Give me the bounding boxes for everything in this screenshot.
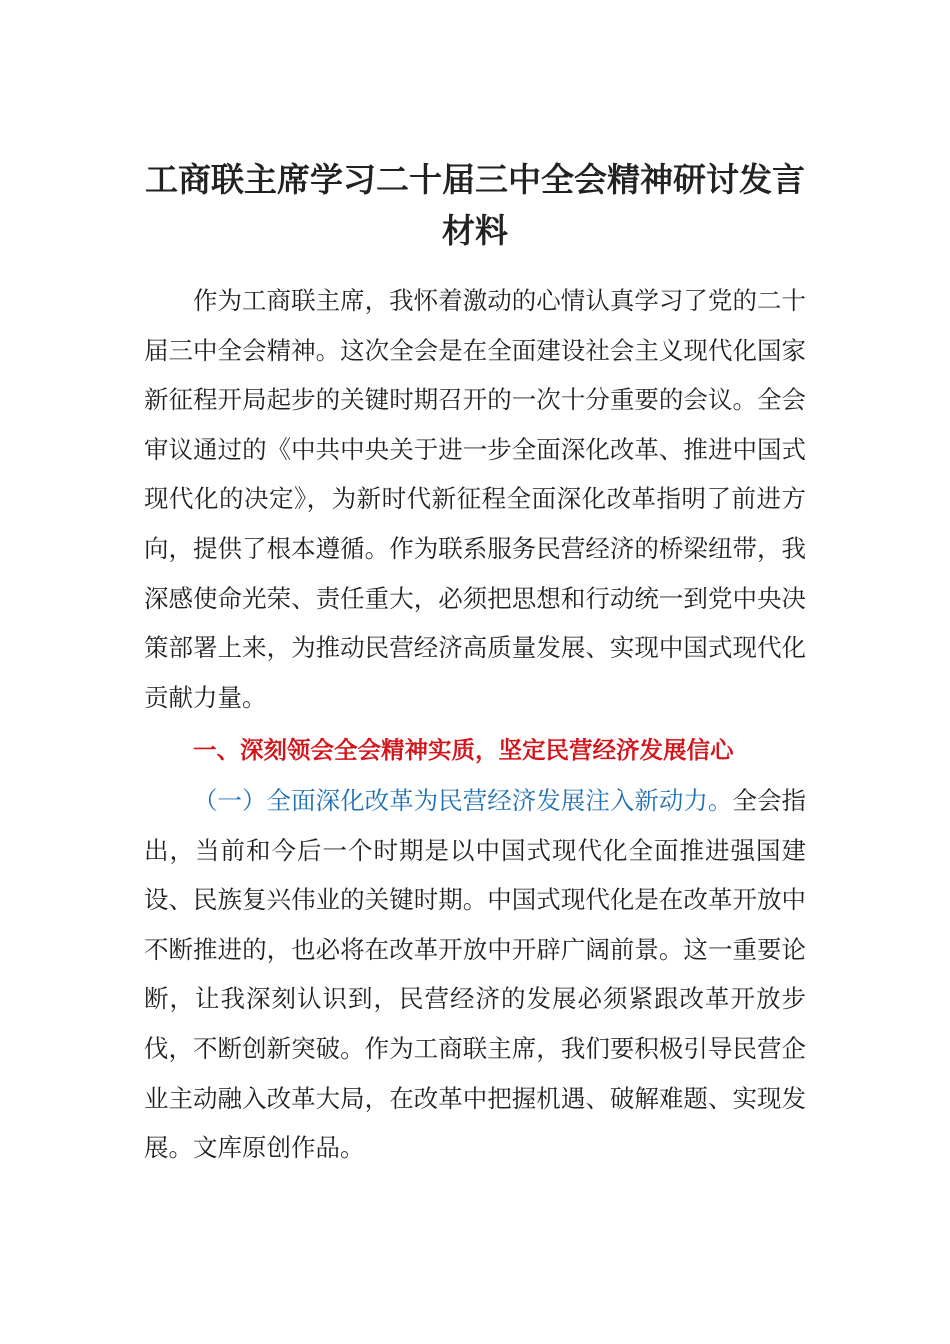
- subsection-1-heading: （一）全面深化改革为民营经济发展注入新动力。: [193, 786, 733, 815]
- document-title: 工商联主席学习二十届三中全会精神研讨发言材料: [145, 160, 805, 250]
- intro-paragraph: 作为工商联主席，我怀着激动的心情认真学习了党的二十届三中全会精神。这次全会是在全面建设社会主义现代化国家新征程开局起步的关键时期召开的一次十分重要的会议。全会审议通过的《中共中央关于进一步全面深化改革、推进中国式现代化的决定》，为新时代新征程全面深化改革指明了前进方向，提供了根本遵循。作为联系服务民营经济的桥梁纽带，我深感使命光荣、责任重大，必须把思想和行动统一到党中央决策部署上来，为推动民营经济高质量发展、实现中国式现代化贡献力量。: [144, 286, 806, 712]
- section-1-heading: 一、深刻领会全会精神实质，坚定民营经济发展信心: [193, 736, 734, 764]
- subsection-1-text: 全会指出，当前和今后一个时期是以中国式现代化全面推进强国建设、民族复兴伟业的关键时期。中国式现代化是在改革开放中不断推进的，也必将在改革开放中开辟广阔前景。这一重要论断，让我深刻认识到，民营经济的发展必须紧跟改革开放步伐，不断创新突破。作为工商联主席，我们要积极引导民营企业主动融入改革大局，在改革中把握机遇、破解难题、实现发展。文库原创作品。: [144, 786, 807, 1163]
- subsection-1-paragraph: [144, 776, 806, 1173]
